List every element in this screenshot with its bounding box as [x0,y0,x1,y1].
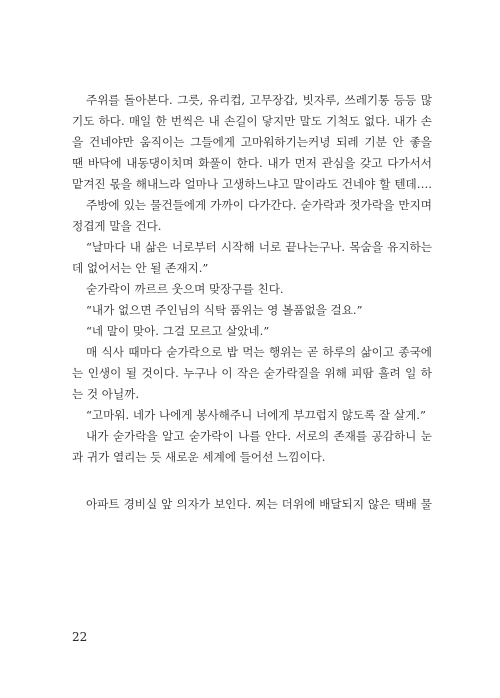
text-line: “네 말이 맞아. 그걸 모르고 살았네.” [86,324,270,338]
text-line: “내가 없으면 주인님의 식탁 품위는 영 볼품없을 걸요.” [86,303,363,317]
text-line: 주방에 있는 물건들에게 가까이 다가간다. 숟가락과 젓가락을 만지며 [86,198,432,212]
text-line: 데 없어서는 안 될 존재지.” [72,261,209,275]
text-line: 숟가락이 까르르 웃으며 맞장구를 친다. [86,282,284,296]
text-line: 아파트 경비실 앞 의자가 보인다. 찌는 더위에 배달되지 않은 택배 물 [86,497,432,511]
text-line: 정겹게 말을 건다. [72,219,162,233]
text-line: 매 식사 때마다 숟가락으로 밥 먹는 행위는 곧 하루의 삶이고 종국에 [86,345,432,359]
text-line: “날마다 내 삶은 너로부터 시작해 너로 끝나는구나. 목숨을 유지하는 [86,240,432,254]
text-line: “고마워. 네가 나에게 봉사해주니 너에게 부끄럽지 않도록 잘 살게.” [86,408,426,422]
page-number: 22 [72,630,88,644]
text-line: 는 인생이 될 것이다. 누구나 이 작은 숟가락질을 위해 피땀 흘려 일 하 [72,366,432,380]
text-line: 맡겨진 몫을 해내느라 얼마나 고생하느냐고 말이라도 건네야 할 텐데…. [72,177,432,191]
text-line: 땐 바닥에 내동댕이치며 화풀이 한다. 내가 먼저 관심을 갖고 다가서서 [72,156,432,170]
text-line: 주위를 돌아본다. 그릇, 유리컵, 고무장갑, 빗자루, 쓰레기통 등등 많 [86,93,432,107]
text-line: 과 귀가 열리는 듯 새로운 세계에 들어선 느낌이다. [72,450,326,464]
text-line: 을 건네야만 움직이는 그들에게 고마워하기는커녕 되레 기분 안 좋을 [72,135,432,149]
text-line: 는 것 아닐까. [72,387,140,401]
text-line: 기도 하다. 매일 한 번씩은 내 손길이 닿지만 말도 기척도 없다. 내가 손 [72,114,432,128]
text-line: 내가 숟가락을 알고 숟가락이 나를 안다. 서로의 존재를 공감하니 눈 [86,429,432,443]
